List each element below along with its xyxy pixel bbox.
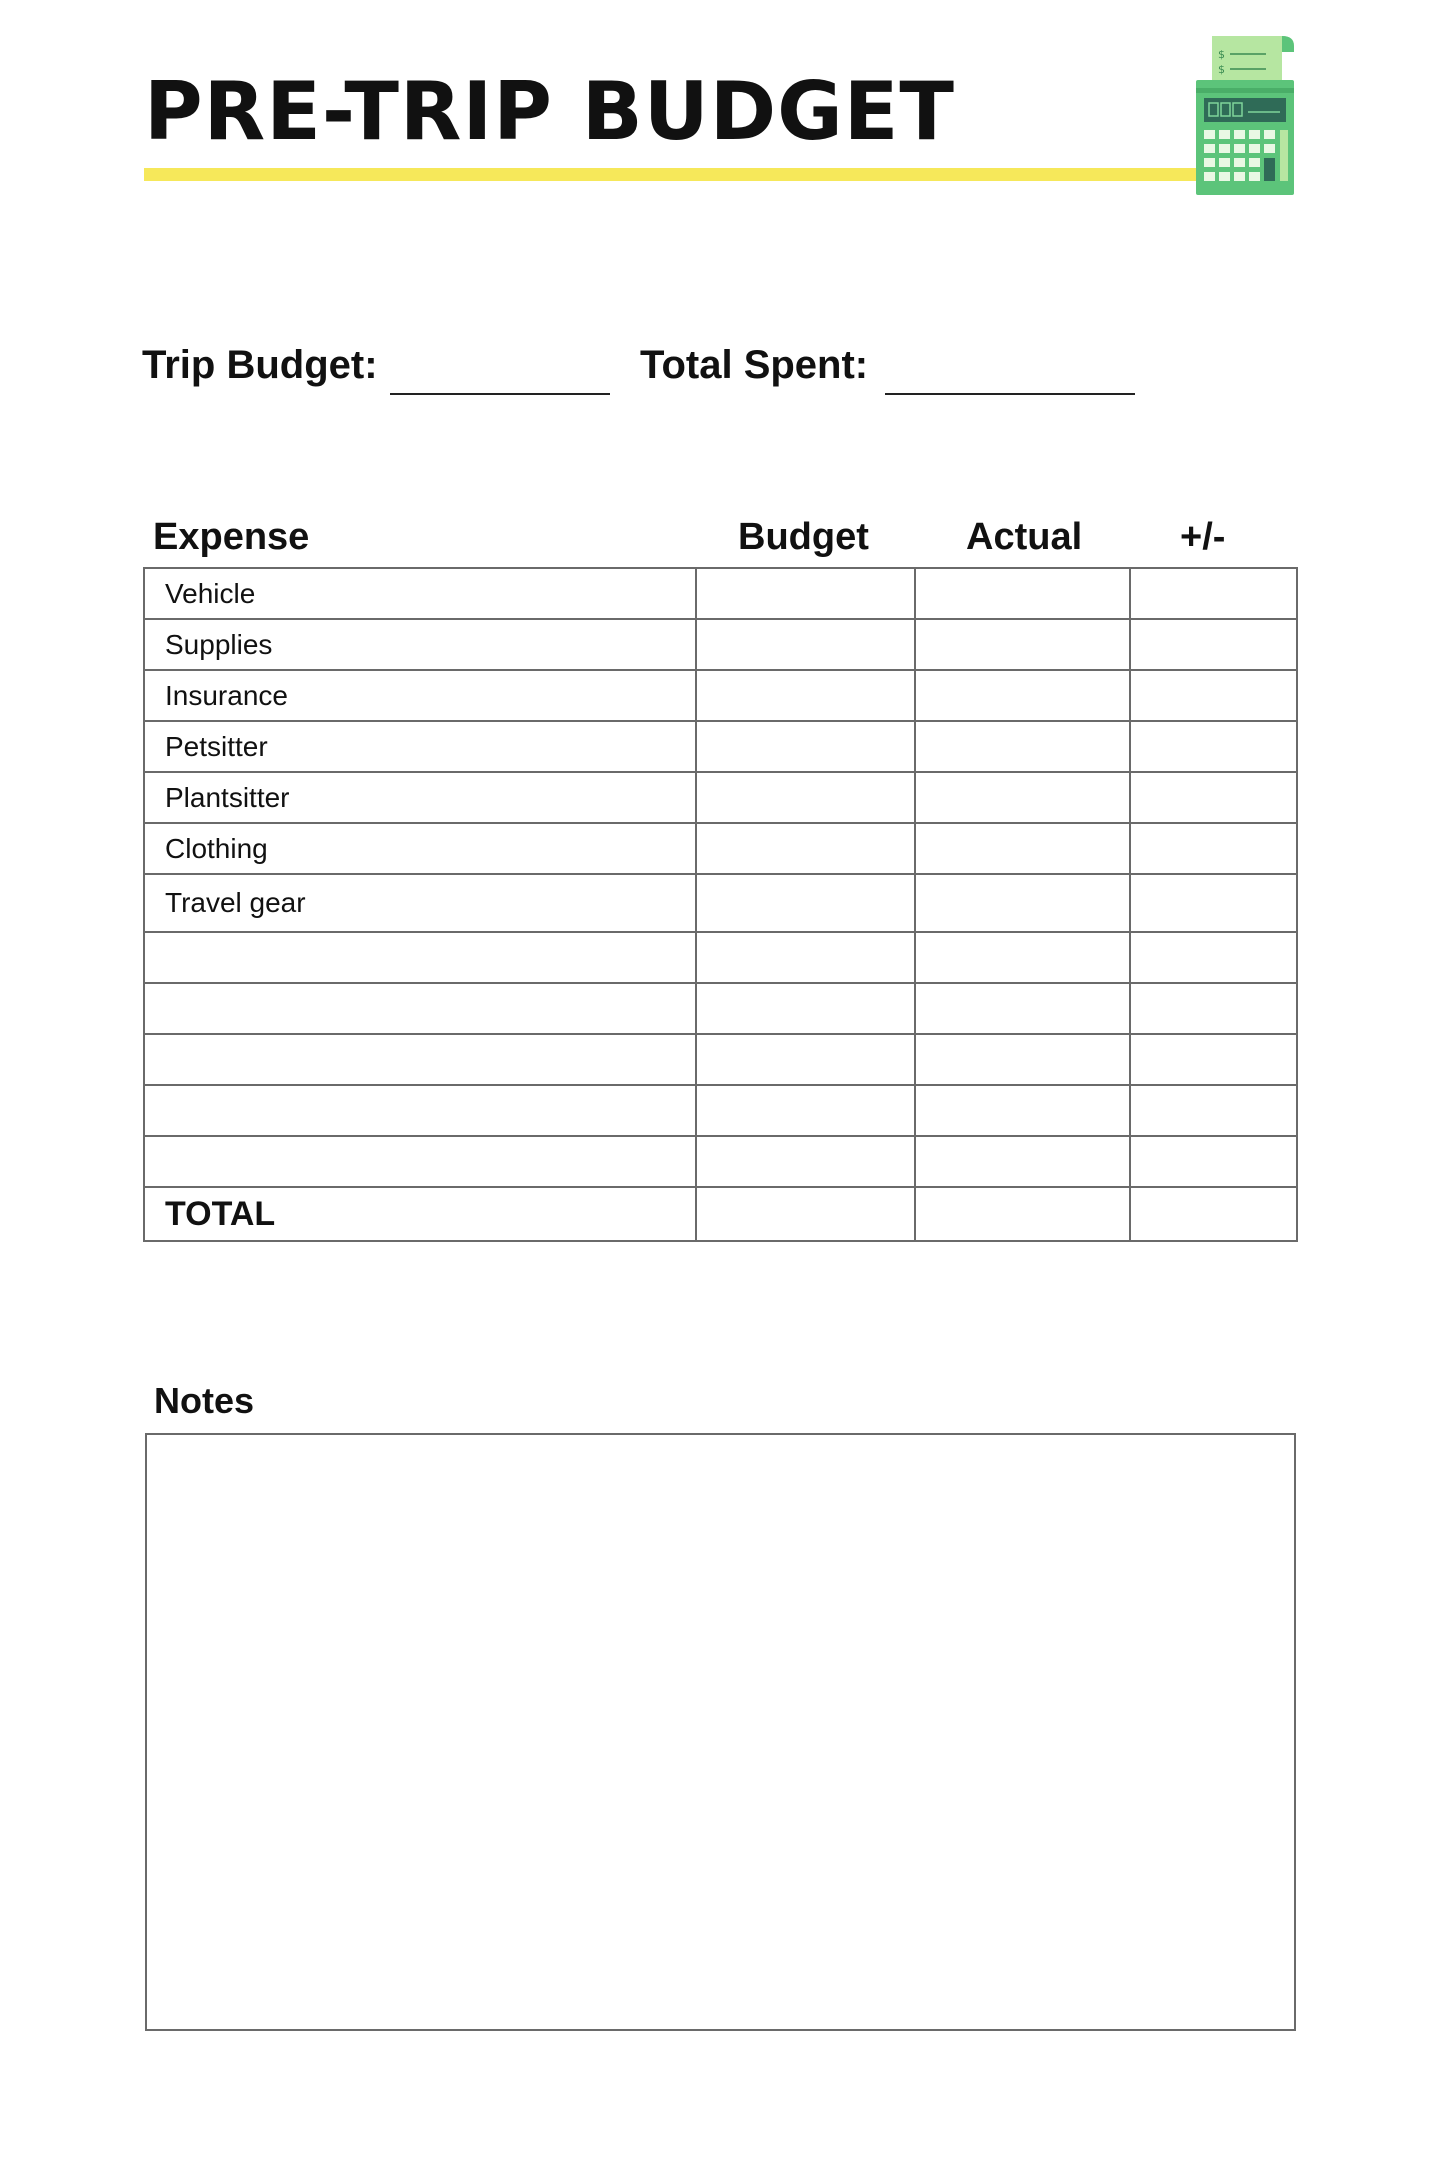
difference-cell[interactable] xyxy=(1130,619,1297,670)
difference-cell[interactable] xyxy=(1130,874,1297,932)
actual-cell[interactable] xyxy=(915,772,1130,823)
budget-cell[interactable] xyxy=(696,932,915,983)
actual-cell[interactable] xyxy=(915,983,1130,1034)
difference-total-cell[interactable] xyxy=(1130,1187,1297,1241)
table-row xyxy=(144,1034,1297,1085)
expense-cell[interactable] xyxy=(144,983,696,1034)
budget-cell[interactable] xyxy=(696,568,915,619)
budget-cell[interactable] xyxy=(696,619,915,670)
budget-cell[interactable] xyxy=(696,1034,915,1085)
actual-cell[interactable] xyxy=(915,1136,1130,1187)
expense-cell[interactable] xyxy=(144,932,696,983)
budget-cell[interactable] xyxy=(696,1136,915,1187)
table-row xyxy=(144,721,1297,772)
actual-cell[interactable] xyxy=(915,619,1130,670)
table-row xyxy=(144,568,1297,619)
budget-cell[interactable] xyxy=(696,823,915,874)
table-row xyxy=(144,983,1297,1034)
expense-cell[interactable]: Petsitter xyxy=(144,721,696,772)
actual-cell[interactable] xyxy=(915,874,1130,932)
difference-cell[interactable] xyxy=(1130,772,1297,823)
actual-cell[interactable] xyxy=(915,1034,1130,1085)
expense-cell[interactable]: Insurance xyxy=(144,670,696,721)
budget-cell[interactable] xyxy=(696,772,915,823)
column-header-difference: +/- xyxy=(1180,516,1226,558)
notes-textarea[interactable] xyxy=(145,1433,1296,2031)
column-header-actual: Actual xyxy=(966,516,1083,558)
total-spent-field[interactable] xyxy=(885,393,1135,395)
table-row xyxy=(144,823,1297,874)
total-spent-label: Total Spent: xyxy=(640,343,869,387)
page-title: PRE-TRIP BUDGET xyxy=(144,65,955,158)
actual-cell[interactable] xyxy=(915,721,1130,772)
difference-cell[interactable] xyxy=(1130,1034,1297,1085)
budget-cell[interactable] xyxy=(696,983,915,1034)
total-row xyxy=(144,1187,1297,1241)
table-row xyxy=(144,772,1297,823)
difference-cell[interactable] xyxy=(1130,1085,1297,1136)
trip-budget-field[interactable] xyxy=(390,393,610,395)
table-row xyxy=(144,1136,1297,1187)
difference-cell[interactable] xyxy=(1130,670,1297,721)
table-row xyxy=(144,874,1297,932)
table-row xyxy=(144,670,1297,721)
difference-cell[interactable] xyxy=(1130,1136,1297,1187)
actual-cell[interactable] xyxy=(915,568,1130,619)
expense-cell[interactable]: Supplies xyxy=(144,619,696,670)
budget-cell[interactable] xyxy=(696,670,915,721)
difference-cell[interactable] xyxy=(1130,932,1297,983)
expense-cell[interactable]: Clothing xyxy=(144,823,696,874)
title-underline xyxy=(144,168,1200,181)
expense-cell[interactable]: Plantsitter xyxy=(144,772,696,823)
expense-cell[interactable] xyxy=(144,1085,696,1136)
expense-cell[interactable] xyxy=(144,1136,696,1187)
difference-cell[interactable] xyxy=(1130,823,1297,874)
actual-cell[interactable] xyxy=(915,932,1130,983)
expense-cell[interactable]: Vehicle xyxy=(144,568,696,619)
svg-text:$: $ xyxy=(1218,63,1225,76)
budget-total-cell[interactable] xyxy=(696,1187,915,1241)
table-row xyxy=(144,1085,1297,1136)
actual-cell[interactable] xyxy=(915,670,1130,721)
svg-text:$: $ xyxy=(1218,48,1225,61)
table-row xyxy=(144,619,1297,670)
difference-cell[interactable] xyxy=(1130,983,1297,1034)
table-row xyxy=(144,932,1297,983)
column-header-budget: Budget xyxy=(738,516,869,558)
column-header-expense: Expense xyxy=(153,516,310,558)
budget-cell[interactable] xyxy=(696,1085,915,1136)
expense-cell[interactable]: Travel gear xyxy=(144,874,696,932)
budget-cell[interactable] xyxy=(696,721,915,772)
expense-table xyxy=(143,567,1298,1242)
expense-cell[interactable] xyxy=(144,1034,696,1085)
actual-cell[interactable] xyxy=(915,1085,1130,1136)
budget-cell[interactable] xyxy=(696,874,915,932)
notes-label: Notes xyxy=(154,1380,255,1421)
calculator-icon xyxy=(1190,30,1300,200)
difference-cell[interactable] xyxy=(1130,721,1297,772)
actual-cell[interactable] xyxy=(915,823,1130,874)
difference-cell[interactable] xyxy=(1130,568,1297,619)
actual-total-cell[interactable] xyxy=(915,1187,1130,1241)
total-label: TOTAL xyxy=(144,1187,696,1241)
trip-budget-label: Trip Budget: xyxy=(142,343,378,387)
